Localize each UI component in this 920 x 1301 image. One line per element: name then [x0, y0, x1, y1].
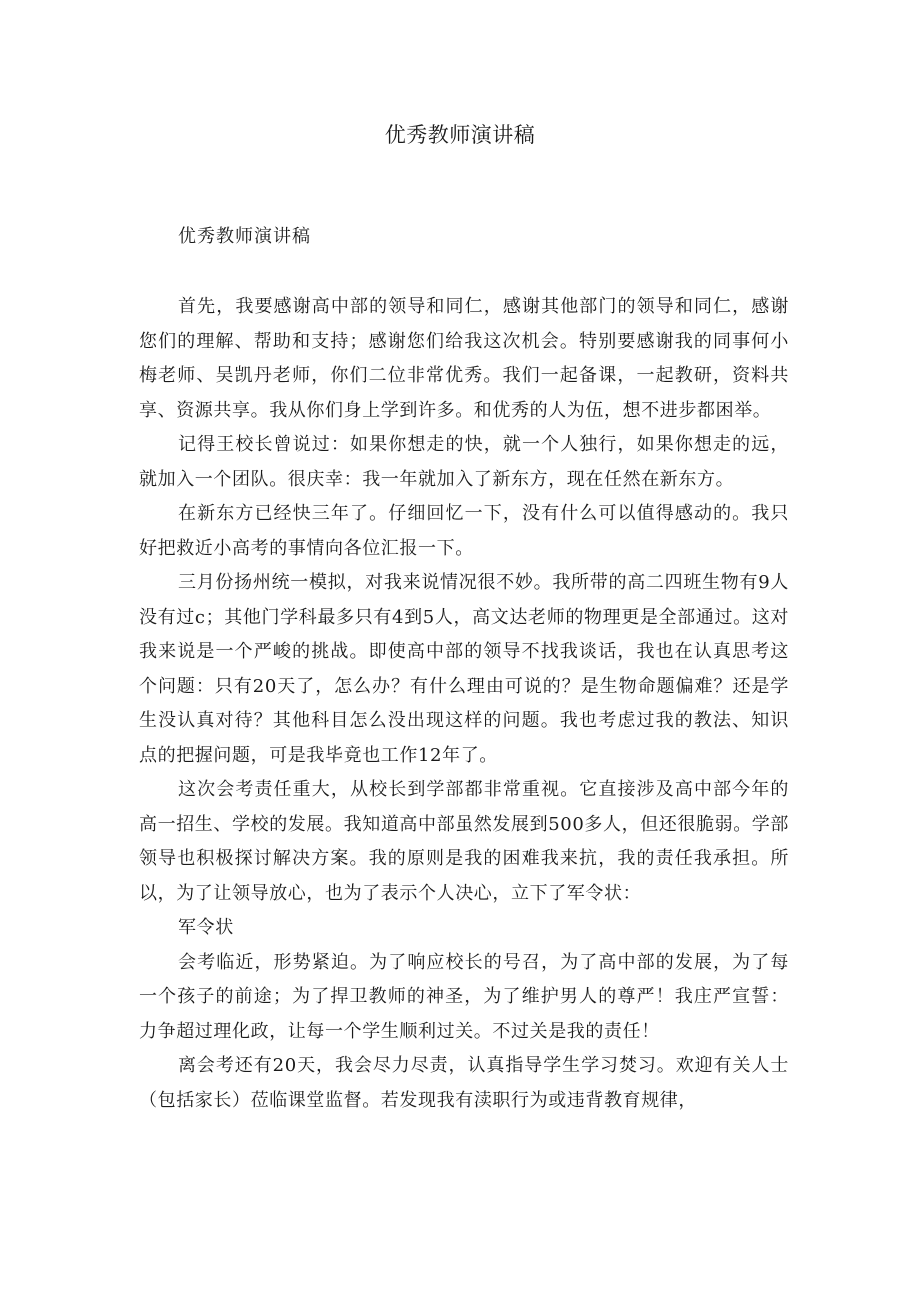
paragraph-pledge-heading: 军令状	[178, 917, 234, 938]
paragraph-thanks: 首先，我要感谢高中部的领导和同仁，感谢其他部门的领导和同仁，感谢您们的理解、帮助和支持；感谢您们给我这次机会。特别要感谢我的同事何小梅老师、吴凯丹老师，你们二位非常优秀。我们一起备课，一起教研，资料共享、资源共享。我从你们身上学到许多。和优秀的人为伍，想不进步都困举。	[139, 296, 789, 421]
paragraph-twenty-days: 离会考还有20天，我会尽力尽责，认真指导学生学习焚习。欢迎有关人士（包括家长）莅临课堂监督。若发现我有渎职行为或违背教育规律，	[139, 1055, 789, 1111]
paragraph-team: 记得王校长曾说过：如果你想走的快，就一个人独行，如果你想走的远，就加入一个团队。很庆幸：我一年就加入了新东方，现在任然在新东方。	[139, 434, 789, 490]
paragraph-mock-exam: 三月份扬州统一模拟，对我来说情况很不妙。我所带的高二四班生物有9人没有过c；其他门学科最多只有4到5人，高文达老师的物理更是全部通过。这对我来说是一个严峻的挑战。即使高中部的领导不找我谈话，我也在认真思考这个问题：只有20天了，怎么办？有什么理由可说的？是生物命题偏难？还是学生没认真对待？其他科目怎么没出现这样的问题。我也考虑过我的教法、知识点的把握问题，可是我毕竟也工作12年了。	[139, 572, 789, 766]
paragraph-pledge: 会考临近，形势紧迫。为了响应校长的号召，为了高中部的发展，为了每一个孩子的前途；为了捍卫教师的神圣，为了维护男人的尊严！我庄严宣誓：力争超过理化政，让每一个学生顺利过关。不过关是我的责任！	[139, 951, 789, 1042]
paragraph-three-years: 在新东方已经快三年了。仔细回忆一下，没有什么可以值得感动的。我只好把救近小高考的事情向各位汇报一下。	[139, 503, 789, 559]
document-title: 优秀教师演讲稿	[384, 123, 536, 147]
document-body	[139, 290, 789, 1118]
document-subtitle: 优秀教师演讲稿	[178, 226, 311, 247]
paragraph-responsibility: 这次会考责任重大，从校长到学部都非常重视。它直接涉及高中部今年的高一招生、学校的发展。我知道高中部虽然发展到500多人，但还很脆弱。学部领导也积极探讨解决方案。我的原则是我的困难我来抗，我的责任我承担。所以，为了让领导放心，也为了表示个人决心，立下了军令状：	[139, 779, 789, 904]
